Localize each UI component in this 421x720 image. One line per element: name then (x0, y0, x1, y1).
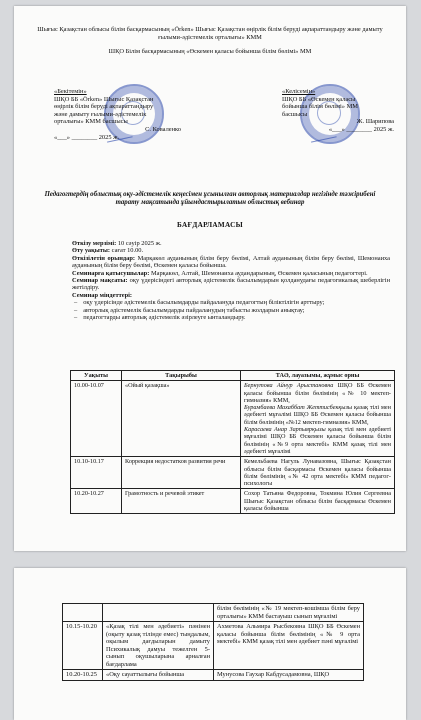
approval-line: орталығы» КММ басшысы (54, 118, 128, 126)
cell-people: Ахметова Альмира Рысбековна ШҚО ББ Өскемен қаласы бойынша білім бөлімінің «№ 9 орта мектебі» КММ қазақ тілі мен әдебиет пәні мұғалімі (214, 622, 364, 670)
tasks-list (72, 299, 390, 321)
approval-line: өңірлік білім беруді ақпараттандыру (54, 103, 154, 111)
cell-topic (103, 604, 214, 622)
approval-line: ШҚО ББ «Örken» Шығыс Қазақстан (54, 95, 154, 103)
cell-topic: «Ойый қазақша» (122, 381, 241, 457)
info-participants: Семинарға қатысушылар: Марқакөл, Алтай, Шемонаиха аудандарының, Өскемен қаласының педагогтері. (72, 269, 368, 277)
cell-time: 10.00-10.07 (71, 381, 122, 457)
header-organization: Шығыс Қазақстан облысы білім басқармасының «Örken» Шығыс Қазақстан өңірлік білім беруді ақпараттандыру және дамыту ғылыми-әдістемелік орталығы» КММ (37, 26, 383, 41)
approval-label: «Бекітемін» (54, 88, 87, 95)
cell-time: 10.20-10.27 (71, 489, 122, 514)
approval-signer: Ж. Шарипова (356, 118, 394, 126)
approval-label: «Келісемін» (282, 88, 316, 95)
approval-signer: С. Коваленко (145, 125, 181, 133)
table-row (63, 622, 364, 670)
table-row (71, 381, 395, 457)
info-time: Өту уақыты: сағат 10.00. (72, 247, 144, 255)
cell-time: 10.10-10.17 (71, 457, 122, 489)
approval-line: бойынша білім бөлімі» ММ (282, 103, 358, 111)
table-row (63, 670, 364, 681)
info-tasks-label: Семинар міндеттері: (72, 291, 133, 299)
approval-line: басшысы (282, 110, 308, 118)
program-heading: БАҒДАРЛАМАСЫ (177, 221, 243, 229)
cell-time: 10.15-10.20 (63, 622, 103, 670)
list-item: – педагогтарды авторлық әдістемелік әзірлеуге ынталандыру. (84, 314, 390, 321)
webinar-title: Педагогтердің облыстық оқу-әдістемелік кеңесімен ұсынылған авторлық материалдар негізінде тәжірибені тарату мақсатында ұйымдастырылатын облыстық вебинар (44, 191, 376, 207)
info-places: Өткізілетін орындар: Марқакөл ауданының білім беру бөлімі, Алтай ауданының білім беру бөлімі, Шемонаиха ауданының білім беру бөлімі, Өскемен қаласы бойынша. (72, 254, 391, 270)
program-info (72, 240, 390, 321)
column-header: Уақыты (71, 371, 122, 381)
cell-people: Кемельбаева Нагуль Лунавазовна, Шығыс Қазақстан облысы білім басқармасы Өскемен қаласы бойынша білім бөлімінің «№ 42 орта мектебі» КММ педагог-психологы (241, 457, 395, 489)
approval-block-left (54, 88, 189, 141)
column-header: Тақырыбы (122, 371, 241, 381)
cell-people: Мунусова Гаухар Кабдусадамовна, ШҚО (214, 670, 364, 681)
table-row (63, 604, 364, 622)
table-row (71, 489, 395, 514)
table-row (71, 457, 395, 489)
approval-line: ШҚО ББ «Өскемен қаласы (282, 95, 356, 103)
approval-date: «___» ________ 2025 ж. (54, 133, 120, 141)
program-table-continued (62, 603, 364, 681)
table-header-row (71, 371, 395, 381)
info-date: Өткізу мерзімі: 10 сәуір 2025 ж. (72, 240, 162, 247)
cell-topic: «Оқу сауаттылығы бойынша (103, 670, 214, 681)
document-page-2 (14, 568, 406, 720)
cell-time: 10.20-10.25 (63, 670, 103, 681)
column-header: ТАӘ, лауазымы, жұмыс орны (241, 371, 395, 381)
cell-people: білім бөлімінің «№ 19 мектеп-кошімша білім беру орталығы» КММ бастауыш сынып мұғалімі (214, 604, 364, 622)
header-department: ШҚО Білім басқармасының «Өскемен қаласы бойынша білім бөлімі» ММ (108, 48, 312, 55)
approval-date: «___» ________ 2025 ж. (328, 125, 394, 133)
cell-topic: «Қазақ тілі мен әдебиеті» пәнінен (оқыту қазақ тілінде емес) тыңдалым, оқылым дағдыларын дамыту Психикалық дамуы тежелген 5-сынып оқушыларына арналған бағдарлама (103, 622, 214, 670)
cell-time (63, 604, 103, 622)
approval-line: және дамыту ғылыми-әдістемелік (54, 110, 147, 118)
cell-topic: Грамотность и речевой этикет (122, 489, 241, 514)
cell-people: Бернутова Айнур Арыстановна ШҚО ББ Өскемен қаласы бойынша білім бөлімінің «№ 10 мектеп-гимназия» КММ, Бурамбаева Махаббат Жеттисбекқызы қазақ тілі мен әдебиеті мұғалімі ШҚО ББ Өскемен қаласы бойынша білім бөлімінің «№12 мектеп-гимназия» КММ, Карасаева Анар Зарпыярқызы қазақ тілі мен әдебиеті мұғалімі ШҚО ББ Өскемен қаласы бойынша білім бөлімінің «№9 орта мектебі» КММ қазақ тілі мен әдебиеті мұғалімі (241, 381, 395, 457)
info-goal: Семинар мақсаты: оқу үдерісіндегі авторлық әдістемелік басылымдарын қолданудағы педагогикалық шеберлігін жетілдіру. (72, 277, 391, 292)
program-table (70, 370, 395, 514)
list-item: – оқу үдерісінде әдістемелік басылымдарды пайдалануда педагогтың біліктілігін арттыру; (84, 299, 390, 306)
list-item: – авторлық әдістемелік басылымдарды пайдаланудың табысты жолдарын анықтау; (84, 307, 390, 314)
approval-block-right (282, 88, 394, 134)
document-page-1 (14, 6, 406, 551)
cell-people: Сохор Татьяна Федоровна, Токмина Юлия Сергеевна Шығыс Қазақстан облысы білім басқармасы Өскемен қаласы бойынша (241, 489, 395, 514)
cell-topic: Коррекция недостатков развития речи (122, 457, 241, 489)
